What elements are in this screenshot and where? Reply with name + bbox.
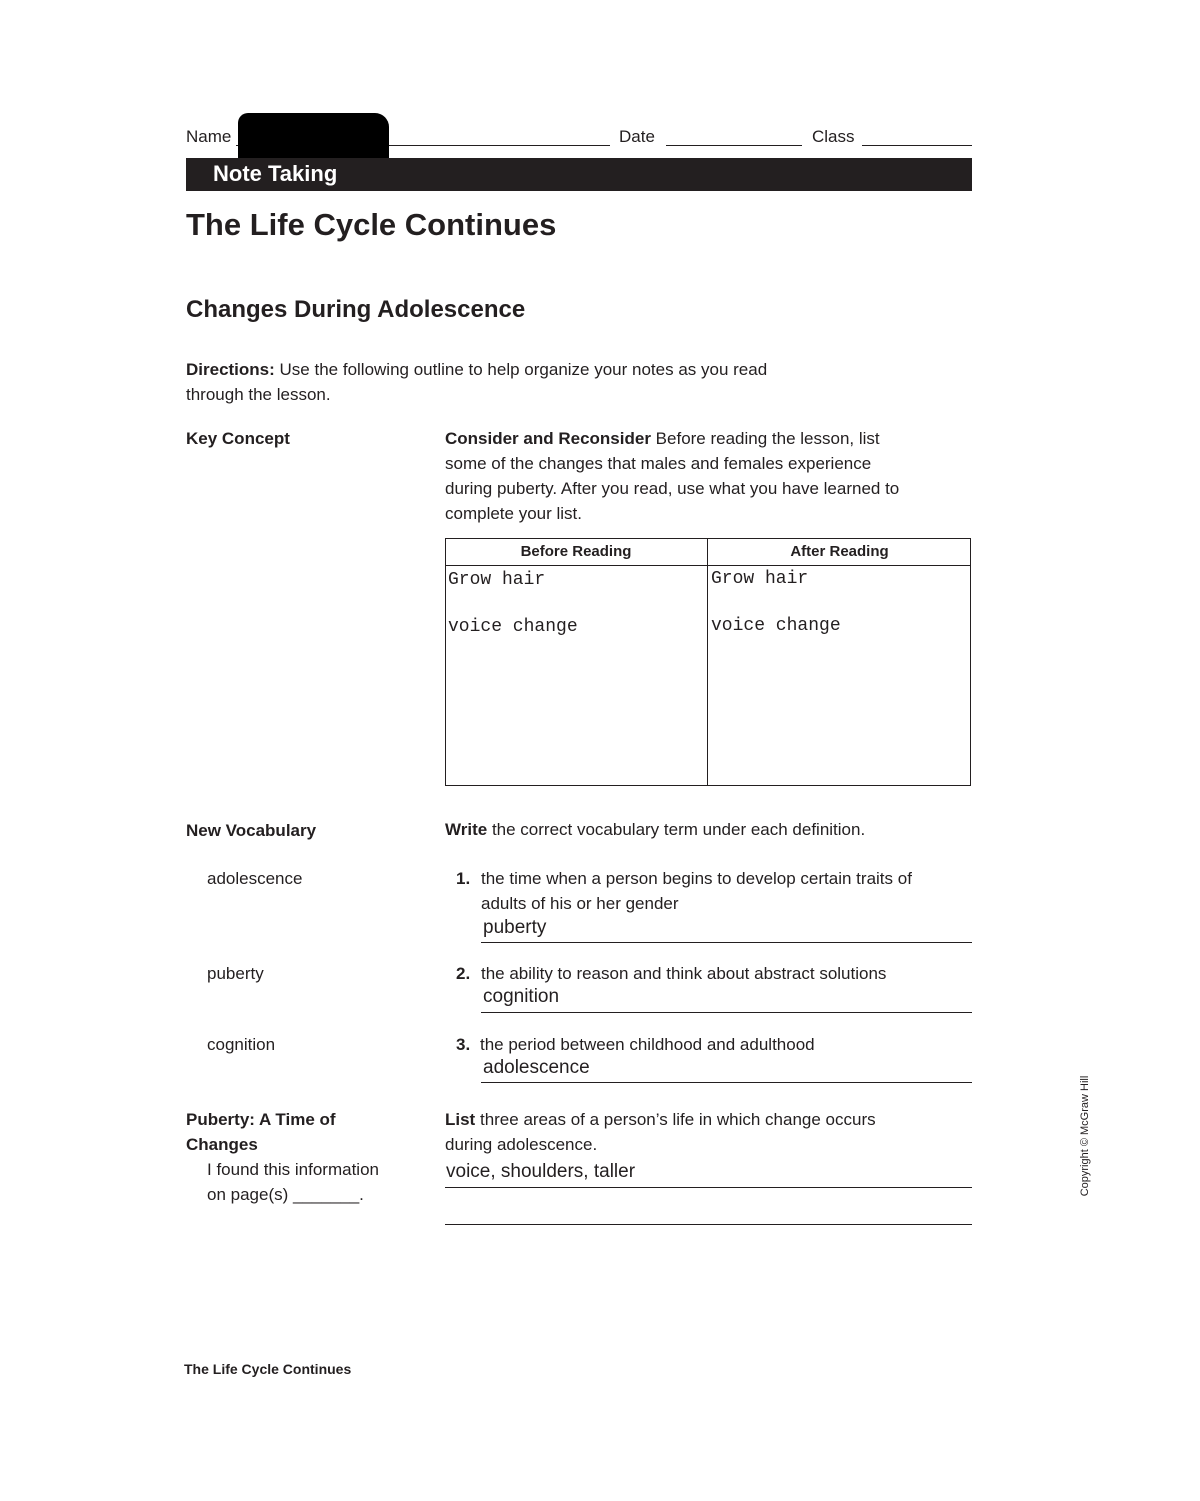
answer-line xyxy=(481,1082,972,1083)
class-field[interactable] xyxy=(862,145,972,146)
prompt-line: during puberty. After you read, use what you have learned to xyxy=(445,479,900,498)
definition-line: the time when a person begins to develop certain traits of xyxy=(481,869,912,888)
puberty-label-line: Puberty: A Time of xyxy=(186,1110,336,1129)
instruction-bold: Write xyxy=(445,820,488,839)
answer-3[interactable]: adolescence xyxy=(483,1057,590,1078)
directions-text-2: through the lesson. xyxy=(186,385,331,404)
class-label: Class xyxy=(812,127,855,146)
footer-title: The Life Cycle Continues xyxy=(184,1361,352,1377)
definition-line: adults of his or her gender xyxy=(481,894,679,913)
item-definition: the period between childhood and adulthood xyxy=(480,1035,815,1054)
list-prompt-bold: List xyxy=(445,1110,476,1129)
vocabulary-instruction xyxy=(445,817,865,842)
table-header-before: Before Reading xyxy=(520,543,632,560)
before-cell[interactable]: Grow hair xyxy=(448,570,546,590)
list-answer[interactable]: voice, shoulders, taller xyxy=(446,1161,636,1182)
item-number: 1. xyxy=(456,869,471,888)
answer-line-blank[interactable] xyxy=(445,1224,972,1225)
page-reference xyxy=(207,1157,379,1207)
name-label: Name xyxy=(186,127,232,146)
answer-line xyxy=(481,942,972,943)
prompt-line: complete your list. xyxy=(445,504,582,523)
prompt-bold: Consider and Reconsider xyxy=(445,429,651,448)
directions-text: Use the following outline to help organize your notes as you read xyxy=(279,360,768,379)
list-prompt-line: three areas of a person’s life in which change occurs xyxy=(479,1110,876,1129)
key-concept-prompt xyxy=(445,426,985,526)
key-concept-label: Key Concept xyxy=(186,429,290,448)
answer-line xyxy=(481,1012,972,1013)
vocab-term: adolescence xyxy=(207,869,303,888)
answer-line xyxy=(445,1187,972,1188)
prompt-line: some of the changes that males and females experience xyxy=(445,454,872,473)
table-column-divider xyxy=(707,538,708,786)
date-field[interactable] xyxy=(666,145,802,146)
before-cell[interactable]: voice change xyxy=(448,617,578,637)
vocab-term: cognition xyxy=(207,1035,276,1054)
puberty-label-line: Changes xyxy=(186,1135,258,1154)
item-definition: the ability to reason and think about abstract solutions xyxy=(481,964,887,983)
answer-1[interactable]: puberty xyxy=(483,917,547,938)
answer-2[interactable]: cognition xyxy=(483,986,560,1007)
directions-label: Directions: xyxy=(186,360,275,379)
page-reference-line: on page(s) _______. xyxy=(207,1185,364,1204)
item-definition xyxy=(481,866,981,916)
after-cell[interactable]: voice change xyxy=(711,616,841,636)
item-number: 2. xyxy=(456,964,471,983)
instruction-text: the correct vocabulary term under each definition. xyxy=(491,820,866,839)
section-title: Changes During Adolescence xyxy=(186,296,526,323)
date-label: Date xyxy=(619,127,655,146)
banner-label: Note Taking xyxy=(213,161,338,186)
prompt-line: Before reading the lesson, list xyxy=(655,429,880,448)
puberty-label xyxy=(186,1107,336,1157)
copyright-notice: Copyright © McGraw Hill xyxy=(1079,1075,1091,1197)
after-cell[interactable]: Grow hair xyxy=(711,569,809,589)
vocabulary-label: New Vocabulary xyxy=(186,821,317,840)
table-header-divider xyxy=(445,565,971,566)
page-title: The Life Cycle Continues xyxy=(186,207,557,242)
page-reference-line: I found this information xyxy=(207,1160,379,1179)
vocab-term: puberty xyxy=(207,964,264,983)
table-header-after: After Reading xyxy=(790,543,889,560)
item-number: 3. xyxy=(456,1035,471,1054)
list-prompt xyxy=(445,1107,975,1157)
directions xyxy=(186,357,886,407)
list-prompt-line: during adolescence. xyxy=(445,1135,598,1154)
